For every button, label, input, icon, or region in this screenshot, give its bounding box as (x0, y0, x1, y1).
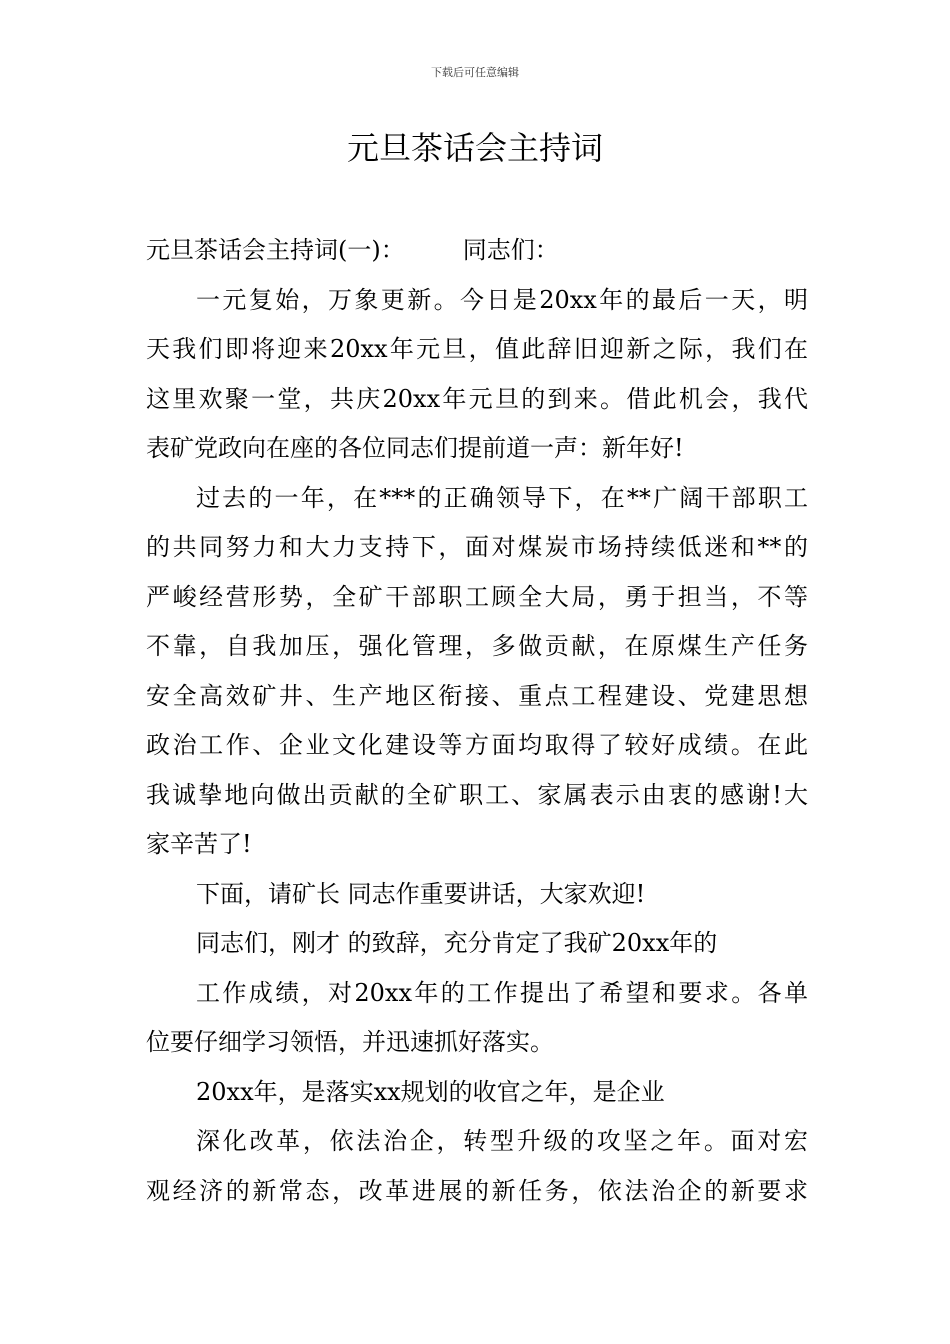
opening-heading: 元旦茶话会主持词(一)： (146, 236, 405, 264)
text-line: 过去的一年，在***的正确领导下，在**广阔干部职工 (196, 483, 808, 512)
text-line: 表矿党政向在座的各位同志们提前道一声：新年好! (146, 434, 684, 462)
text-line: 严峻经营形势，全矿干部职工顾全大局，勇于担当，不等 (146, 582, 808, 611)
text-line: 同志们，刚才 的致辞，充分肯定了我矿20xx年的 (196, 929, 718, 957)
text-line: 家辛苦了! (146, 830, 252, 858)
text-line: 下面，请矿长 同志作重要讲话，大家欢迎! (196, 879, 646, 908)
text-line: 位要仔细学习领悟，并迅速抓好落实。 (146, 1028, 554, 1056)
text-line: 的共同努力和大力支持下，面对煤炭市场持续低迷和**的 (146, 533, 808, 561)
header-note: 下载后可任意编辑 (431, 66, 519, 79)
text-line: 20xx年，是落实xx规划的收官之年，是企业 (196, 1077, 665, 1106)
text-line: 观经济的新常态，改革进展的新任务，依法治企的新要求 (146, 1176, 808, 1205)
text-line: 我诚挚地向做出贡献的全矿职工、家属表示由衷的感谢!大 (146, 780, 808, 809)
opening-line (146, 226, 808, 276)
document-title: 元旦茶话会主持词 (346, 129, 603, 167)
opening-salutation: 同志们： (462, 236, 559, 264)
text-line: 工作成绩，对20xx年的工作提出了希望和要求。各单 (196, 978, 808, 1007)
text-line: 深化改革，依法治企，转型升级的攻坚之年。面对宏 (196, 1127, 808, 1155)
text-line: 安全高效矿井、生产地区衔接、重点工程建设、党建思想 (146, 681, 808, 710)
text-line: 一元复始，万象更新。今日是20xx年的最后一天，明 (196, 285, 808, 314)
document-body (146, 226, 808, 1216)
paragraph-lines (146, 276, 808, 1217)
text-line: 天我们即将迎来20xx年元旦，值此辞旧迎新之际，我们在 (146, 335, 808, 363)
text-line: 不靠，自我加压，强化管理，多做贡献，在原煤生产任务 (146, 632, 808, 660)
text-line: 这里欢聚一堂，共庆20xx年元旦的到来。借此机会，我代 (146, 384, 808, 413)
text-line: 政治工作、企业文化建设等方面均取得了较好成绩。在此 (146, 731, 808, 759)
